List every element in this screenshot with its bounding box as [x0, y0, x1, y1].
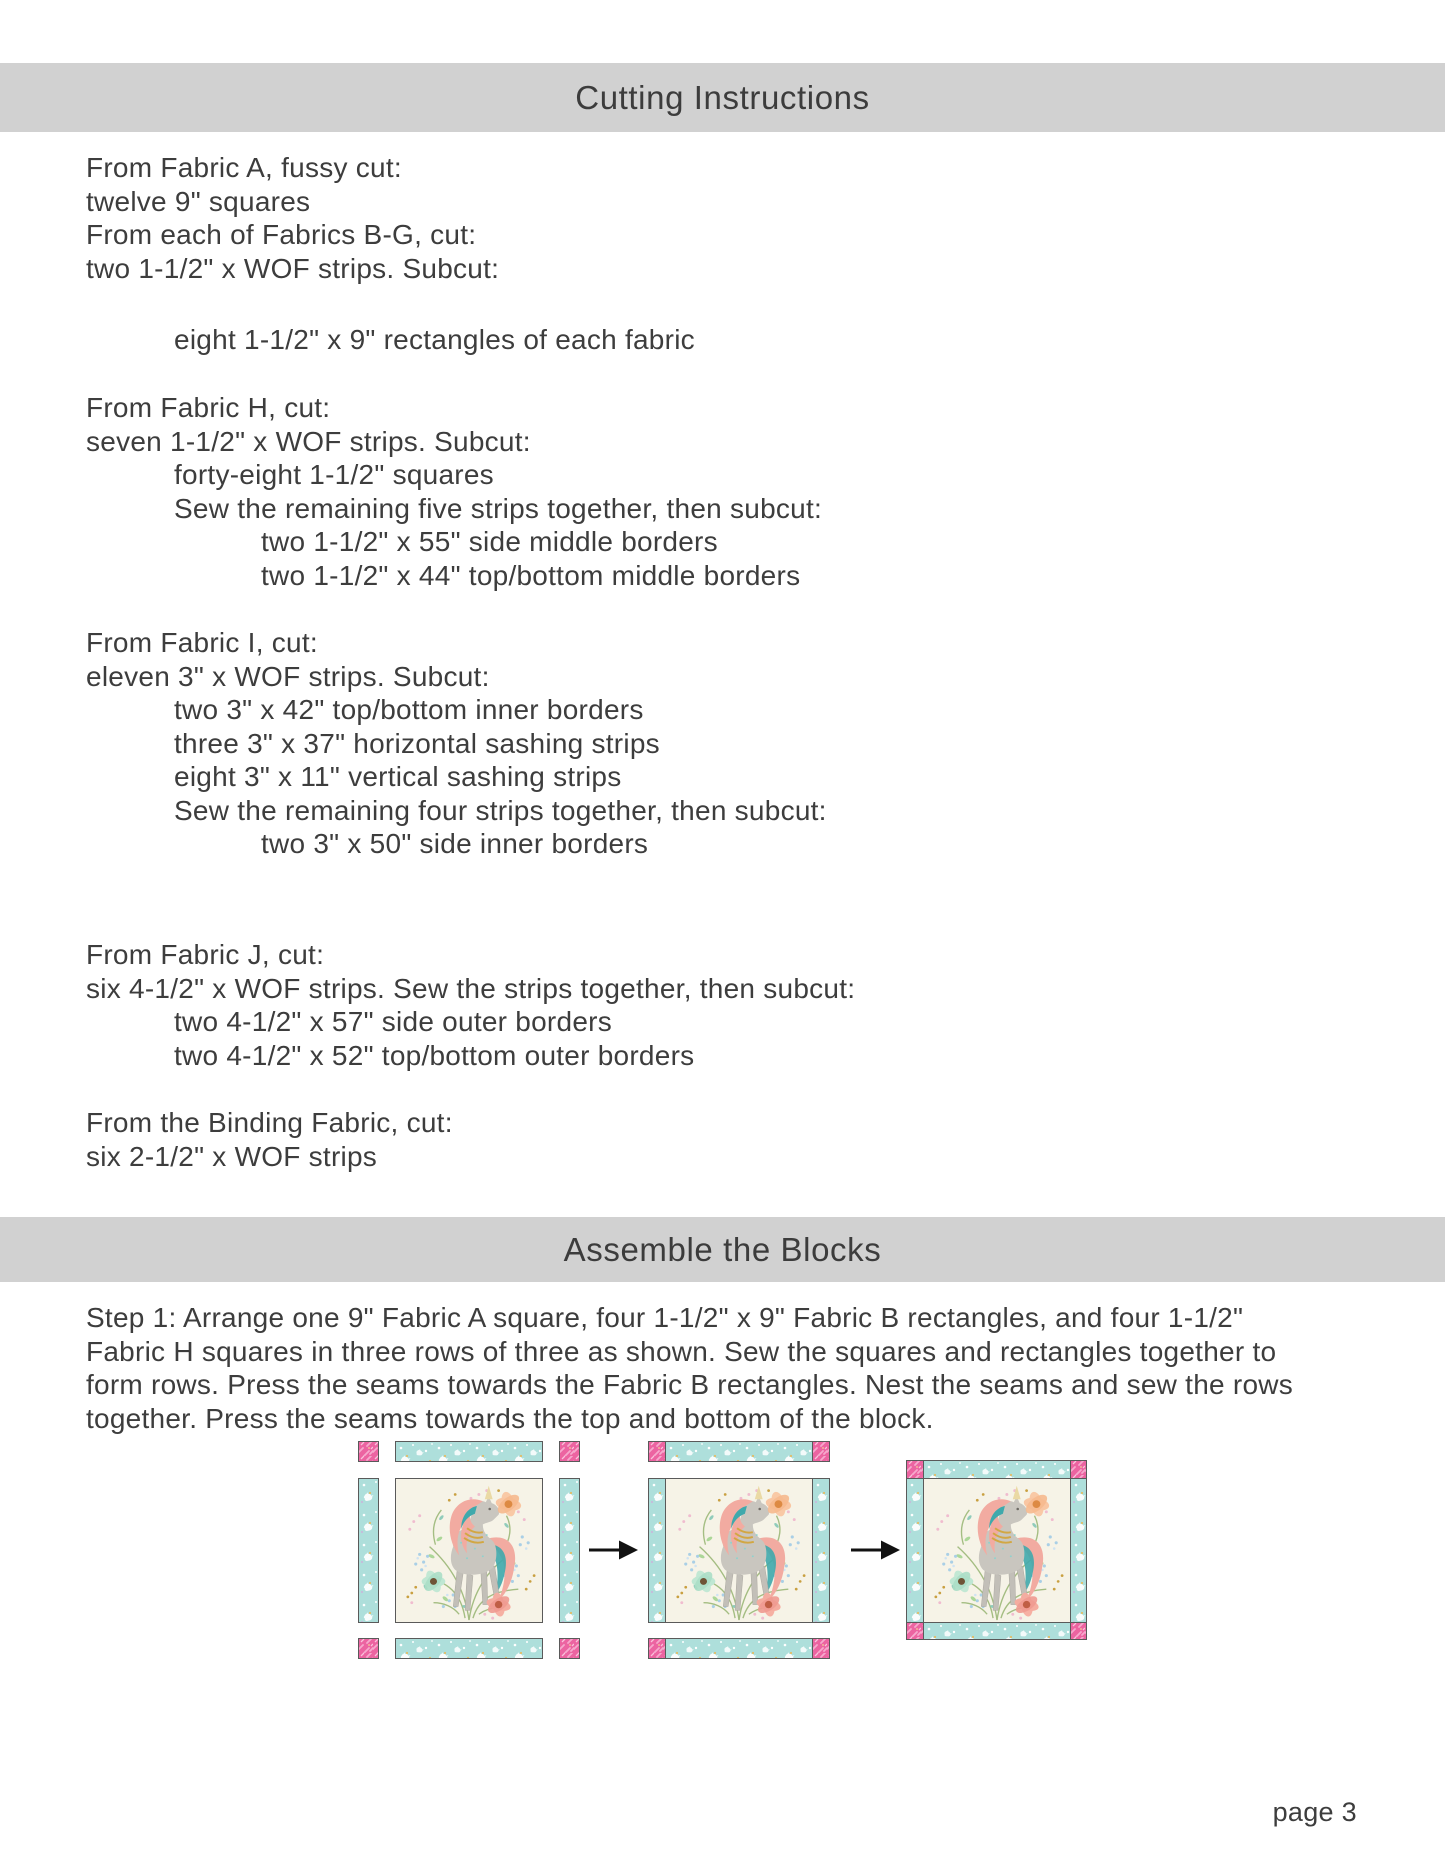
- block-step-rows-sewn: [648, 1441, 830, 1659]
- cutting-group-fabric-a: [86, 151, 1385, 285]
- cutting-line: Sew the remaining five strips together, then subcut:: [174, 492, 823, 524]
- cutting-line: seven 1-1/2" x WOF strips. Subcut:: [86, 425, 531, 457]
- block-step-assembled: [906, 1460, 1087, 1640]
- cutting-line: two 4-1/2" x 57" side outer borders: [174, 1006, 612, 1037]
- cutting-line: two 4-1/2" x 52" top/bottom outer borders: [174, 1039, 695, 1071]
- fabric-h-corner-square: [648, 1441, 666, 1462]
- cutting-line: From Fabric H, cut:: [86, 392, 331, 423]
- fabric-b-right-strip: [559, 1478, 580, 1623]
- fabric-b-left-strip: [358, 1478, 379, 1623]
- cutting-line: eight 1-1/2" x 9" rectangles of each fabric: [174, 324, 695, 355]
- fabric-h-corner-square: [358, 1441, 379, 1462]
- fabric-a-unicorn-panel: [665, 1478, 813, 1623]
- fabric-h-corner-square: [358, 1638, 379, 1659]
- cutting-instructions-bar: [0, 63, 1445, 132]
- fabric-h-corner-square: [812, 1638, 830, 1659]
- cutting-line: two 1-1/2" x WOF strips. Subcut:: [86, 252, 500, 284]
- arrow-right-icon: [850, 1539, 900, 1561]
- fabric-h-corner-square: [559, 1441, 580, 1462]
- cutting-line: eight 3" x 11" vertical sashing strips: [174, 761, 622, 792]
- fabric-b-top-strip: [923, 1460, 1071, 1479]
- fabric-h-corner-square: [906, 1622, 924, 1640]
- fabric-b-left-strip: [906, 1478, 924, 1623]
- page-number: page 3: [1272, 1797, 1357, 1827]
- cutting-line: two 3" x 50" side inner borders: [261, 828, 649, 859]
- fabric-b-right-strip: [812, 1478, 830, 1623]
- assemble-blocks-bar: [0, 1217, 1445, 1282]
- cutting-line: two 1-1/2" x 55" side middle borders: [261, 526, 718, 557]
- step1-line: form rows. Press the seams towards the Fabric B rectangles. Nest the seams and sew the rows: [86, 1369, 1293, 1400]
- fabric-h-corner-square: [812, 1441, 830, 1462]
- cutting-group-fabric-j: [86, 938, 1385, 1072]
- fabric-b-top-strip: [395, 1441, 543, 1462]
- fabric-h-corner-square: [648, 1638, 666, 1659]
- fabric-b-top-strip: [665, 1441, 813, 1462]
- fabric-a-unicorn-panel: [395, 1478, 543, 1623]
- fabric-h-corner-square: [1070, 1460, 1087, 1479]
- fabric-h-corner-square: [906, 1460, 924, 1479]
- cutting-line: From Fabric I, cut:: [86, 627, 318, 658]
- step1-line: Step 1: Arrange one 9" Fabric A square, four 1-1/2" x 9" Fabric B rectangles, and four 1-1/2": [86, 1302, 1244, 1333]
- fabric-b-bottom-strip: [923, 1622, 1071, 1640]
- step1-line: together. Press the seams towards the top and bottom of the block.: [86, 1402, 934, 1434]
- cutting-group-binding: [86, 1106, 1385, 1173]
- step1-paragraph: [86, 1301, 1390, 1435]
- cutting-line: six 2-1/2" x WOF strips: [86, 1140, 378, 1172]
- cutting-group-fabric-i: [86, 626, 1385, 861]
- cutting-instructions-title: Cutting Instructions: [575, 78, 870, 116]
- fabric-b-bottom-strip: [395, 1638, 543, 1659]
- fabric-b-right-strip: [1070, 1478, 1087, 1623]
- cutting-line: From the Binding Fabric, cut:: [86, 1107, 453, 1138]
- fabric-b-bottom-strip: [665, 1638, 813, 1659]
- cutting-line: From Fabric J, cut:: [86, 939, 325, 970]
- cutting-line: twelve 9" squares: [86, 185, 311, 217]
- fabric-h-corner-square: [1070, 1622, 1087, 1640]
- cutting-line: Sew the remaining four strips together, then subcut:: [174, 794, 827, 826]
- cutting-line: two 1-1/2" x 44" top/bottom middle borders: [261, 559, 801, 591]
- cutting-line: eleven 3" x WOF strips. Subcut:: [86, 660, 490, 692]
- arrow-right-icon: [588, 1539, 638, 1561]
- cutting-line: three 3" x 37" horizontal sashing strips: [174, 727, 660, 759]
- fabric-b-left-strip: [648, 1478, 666, 1623]
- cutting-line: From each of Fabrics B-G, cut:: [86, 219, 477, 250]
- cutting-line: From Fabric A, fussy cut:: [86, 152, 402, 183]
- cutting-line: two 3" x 42" top/bottom inner borders: [174, 694, 644, 725]
- cutting-line: six 4-1/2" x WOF strips. Sew the strips together, then subcut:: [86, 972, 856, 1004]
- step1-line: Fabric H squares in three rows of three as shown. Sew the squares and rectangles together to: [86, 1335, 1277, 1367]
- fabric-a-unicorn-panel: [923, 1478, 1071, 1623]
- cutting-group-subcut-bg: [86, 323, 1385, 357]
- cutting-group-fabric-h: [86, 391, 1385, 592]
- cutting-line: forty-eight 1-1/2" squares: [174, 459, 494, 490]
- assemble-blocks-title: Assemble the Blocks: [563, 1230, 882, 1268]
- block-step-exploded: [358, 1441, 580, 1659]
- fabric-h-corner-square: [559, 1638, 580, 1659]
